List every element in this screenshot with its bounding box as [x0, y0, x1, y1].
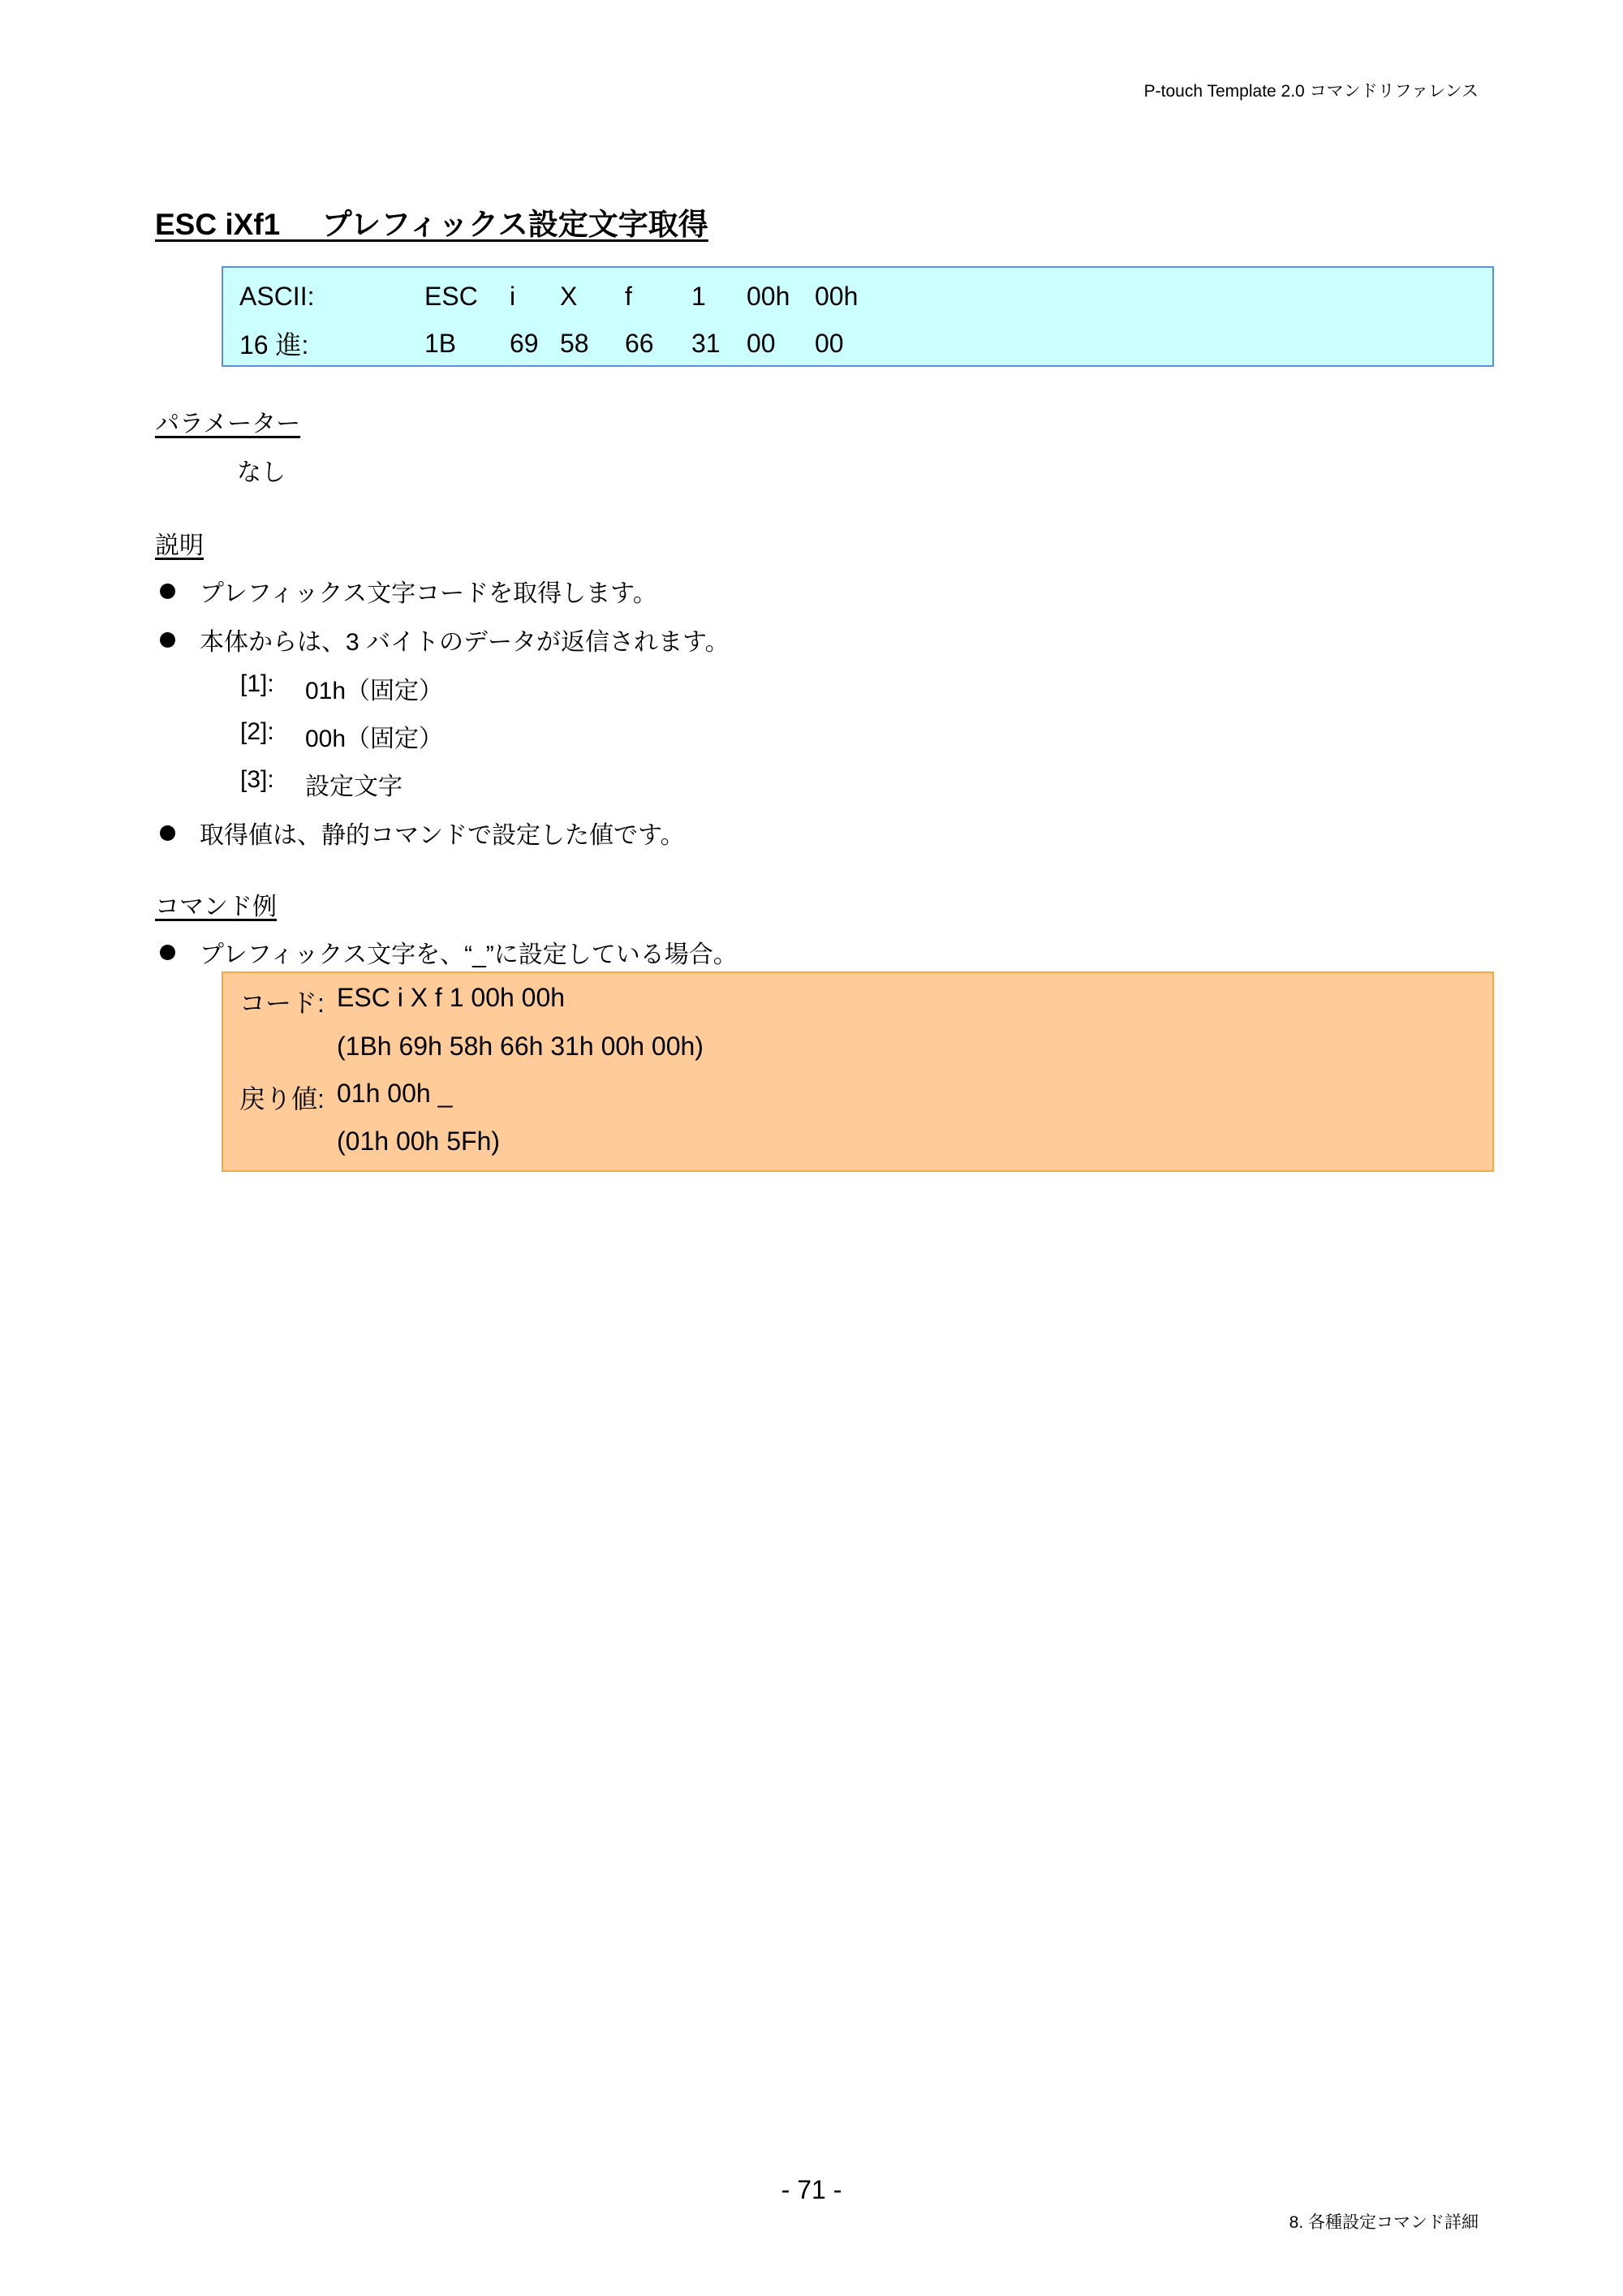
command-cell: ESC — [424, 281, 478, 311]
example-box — [222, 971, 1494, 1172]
page-number: - 71 - — [781, 2175, 842, 2204]
bullet-text: プレフィックス文字コードを取得します。 — [200, 580, 657, 607]
command-row-hex — [239, 323, 872, 364]
command-cell: 1B — [424, 328, 457, 358]
bullet-icon — [160, 825, 175, 841]
example-value: (01h 00h 5Fh) — [337, 1126, 501, 1156]
example-key — [239, 1126, 337, 1157]
command-cell: 00h — [747, 281, 790, 311]
command-cell: 00 — [815, 328, 844, 358]
command-cell: 1 — [691, 281, 706, 311]
command-cell: X — [560, 281, 578, 311]
return-byte-index: [3]: — [240, 766, 274, 793]
example-row — [239, 1079, 452, 1116]
example-value: (1Bh 69h 58h 66h 31h 00h 00h) — [337, 1032, 704, 1061]
example-heading: コマンド例 — [155, 894, 277, 920]
description-heading: 説明 — [155, 532, 204, 559]
return-byte-value: 00h（固定） — [305, 726, 444, 752]
command-cell: 31 — [691, 328, 721, 358]
bullet-icon — [160, 632, 175, 648]
command-cell: 00h — [815, 281, 859, 311]
description-bullet — [155, 622, 730, 657]
return-byte-row — [240, 670, 443, 706]
example-row — [239, 1126, 500, 1157]
command-table — [222, 266, 1494, 367]
description-bullet — [155, 815, 685, 851]
section-footer: 8. 各種設定コマンド詳細 — [1289, 2213, 1479, 2232]
page-title: ESC iXf1 プレフィックス設定文字取得 — [155, 208, 708, 241]
command-row-label: 16 進: — [239, 330, 309, 360]
bullet-text: 本体からは、3 バイトのデータが返信されます。 — [200, 629, 730, 656]
return-byte-value: 設定文字 — [305, 773, 403, 800]
return-byte-row — [240, 766, 403, 802]
parameters-text: なし — [237, 459, 286, 486]
example-value: 01h 00h _ — [337, 1079, 453, 1108]
example-bullet — [155, 934, 738, 970]
command-cell: 69 — [510, 328, 539, 358]
description-bullet — [155, 573, 657, 609]
return-byte-row — [240, 718, 443, 754]
return-byte-value: 01h（固定） — [305, 678, 444, 704]
bullet-icon — [160, 945, 175, 960]
command-cell: i — [510, 281, 516, 311]
example-key: コード: — [239, 989, 325, 1018]
example-key — [239, 1032, 337, 1062]
return-byte-index: [2]: — [240, 718, 274, 745]
command-cell: 00 — [747, 328, 776, 358]
command-cell: 58 — [560, 328, 589, 358]
bullet-icon — [160, 584, 175, 599]
bullet-text: 取得値は、静的コマンドで設定した値です。 — [200, 822, 685, 849]
bullet-text: プレフィックス文字を、“_”に設定している場合。 — [200, 941, 738, 968]
command-cell: f — [625, 281, 632, 311]
command-cell: 66 — [625, 328, 654, 358]
command-row-ascii — [239, 276, 872, 317]
parameters-heading: パラメーター — [155, 411, 301, 437]
command-row-label: ASCII: — [239, 281, 315, 311]
example-value: ESC i X f 1 00h 00h — [337, 983, 566, 1012]
example-key: 戻り値: — [239, 1084, 325, 1114]
return-byte-index: [1]: — [240, 670, 274, 697]
document-header: P-touch Template 2.0 コマンドリファレンス — [1143, 82, 1479, 101]
example-row — [239, 983, 565, 1020]
example-row — [239, 1032, 704, 1062]
